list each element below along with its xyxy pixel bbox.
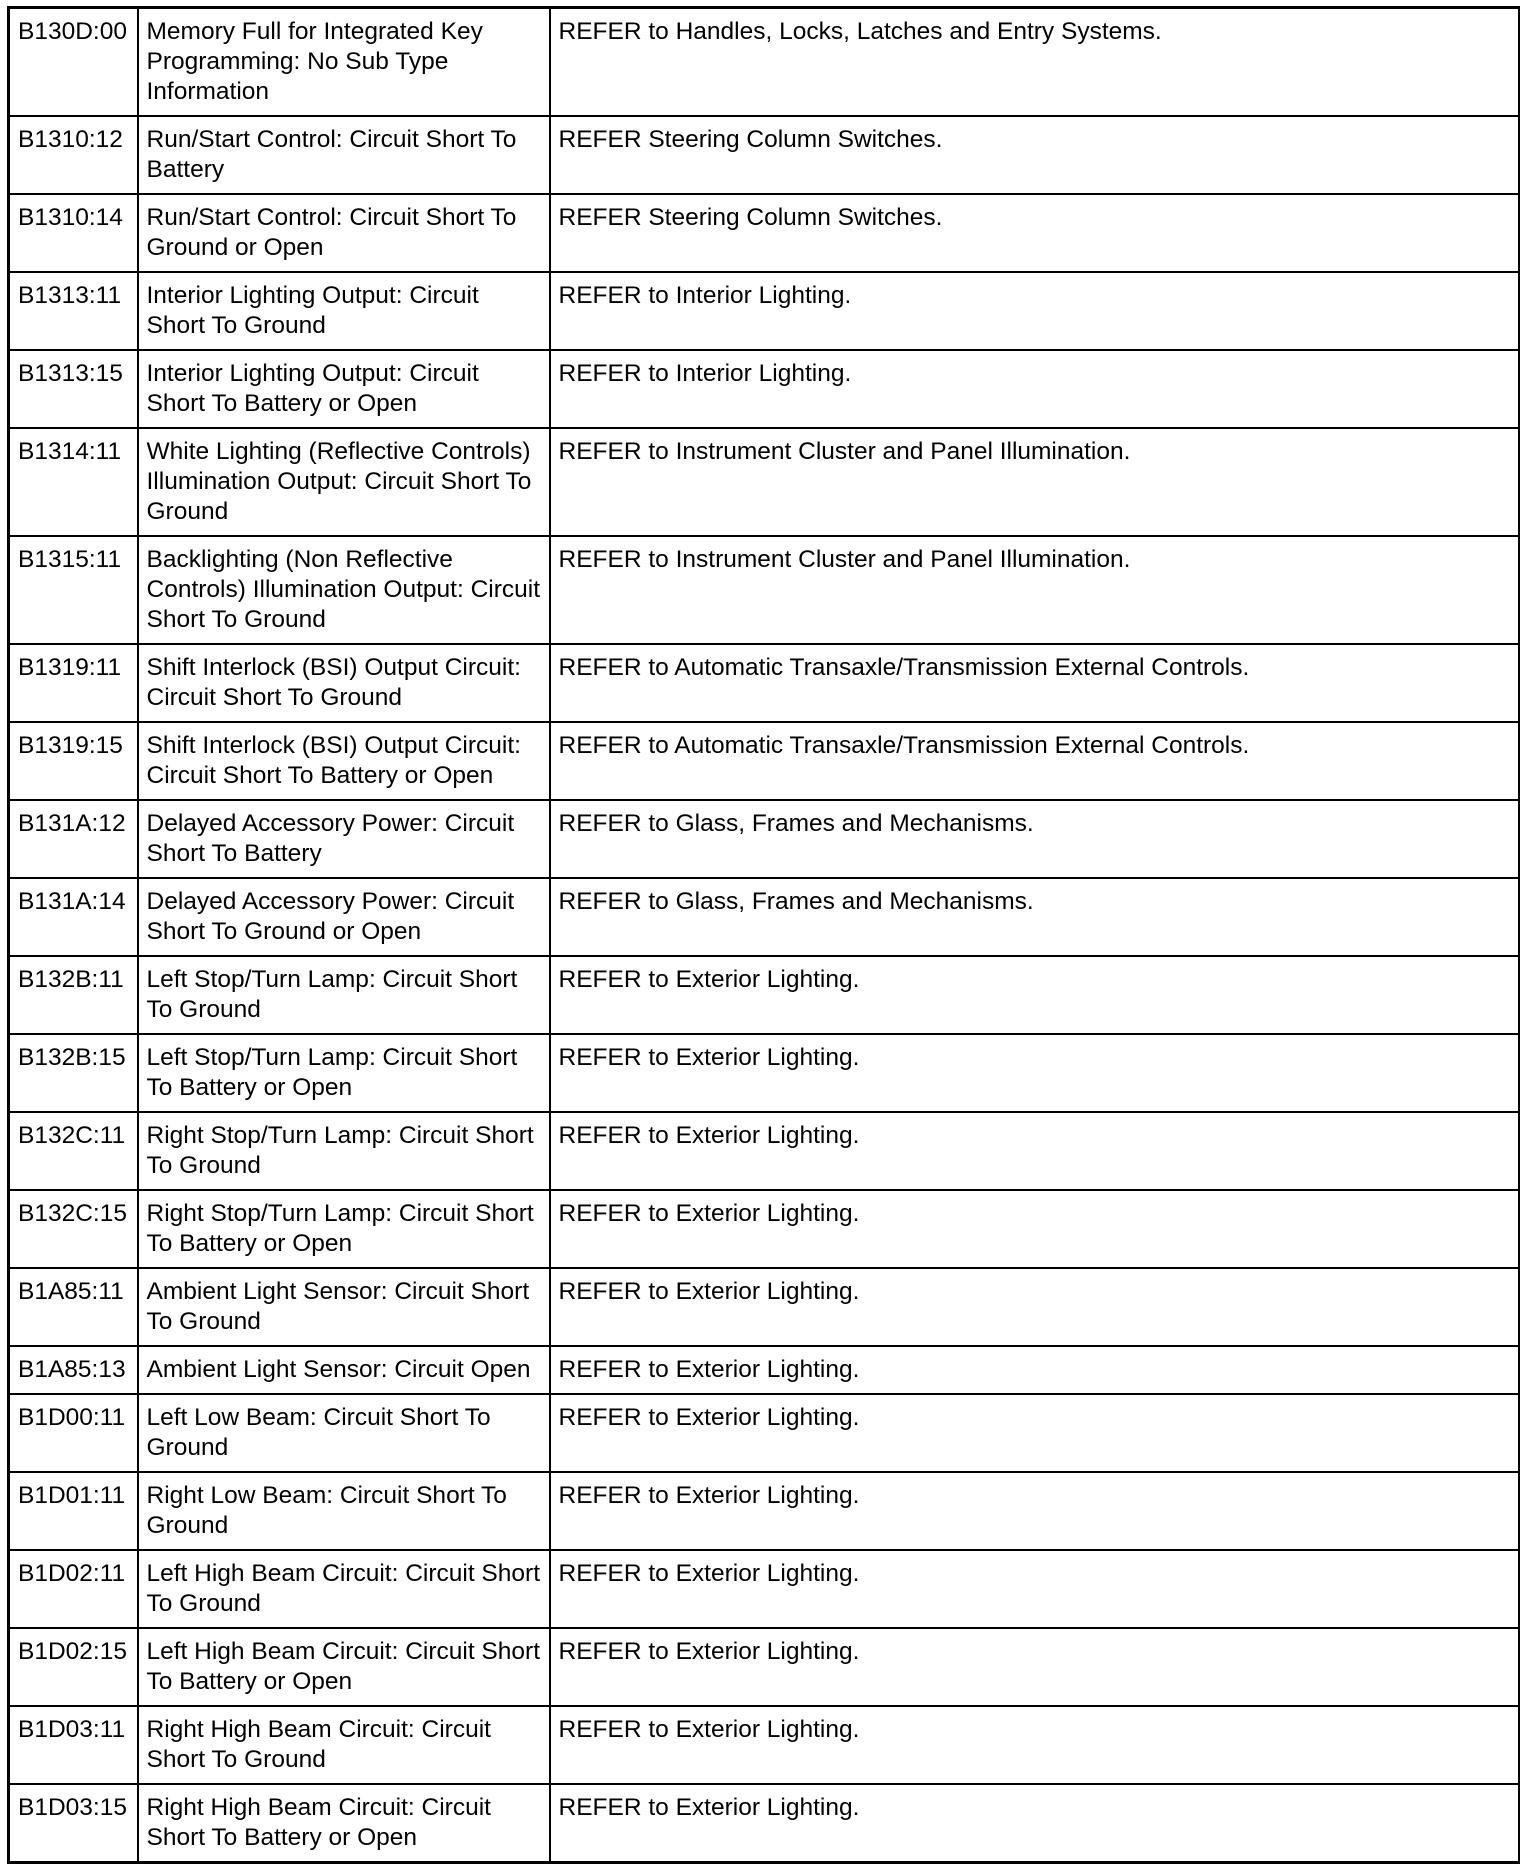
table-row [9, 1550, 1520, 1628]
dtc-code-cell: B1A85:13 [9, 1346, 138, 1394]
table-row [9, 1394, 1520, 1472]
dtc-description-cell: Shift Interlock (BSI) Output Circuit: Circuit Short To Ground [138, 644, 550, 722]
dtc-description-cell: Ambient Light Sensor: Circuit Short To Ground [138, 1268, 550, 1346]
dtc-description-cell: Left High Beam Circuit: Circuit Short To Ground [138, 1550, 550, 1628]
dtc-code-cell: B132B:11 [9, 956, 138, 1034]
table-row [9, 644, 1520, 722]
dtc-action-cell: REFER to Glass, Frames and Mechanisms. [550, 878, 1520, 956]
dtc-action-cell: REFER to Exterior Lighting. [550, 1034, 1520, 1112]
dtc-table [7, 6, 1520, 1864]
table-row [9, 1472, 1520, 1550]
dtc-action-cell: REFER to Exterior Lighting. [550, 1550, 1520, 1628]
table-row [9, 878, 1520, 956]
dtc-action-cell: REFER to Exterior Lighting. [550, 1394, 1520, 1472]
dtc-description-cell: Left Stop/Turn Lamp: Circuit Short To Ground [138, 956, 550, 1034]
table-row [9, 1112, 1520, 1190]
dtc-description-cell: Right Low Beam: Circuit Short To Ground [138, 1472, 550, 1550]
dtc-action-cell: REFER to Instrument Cluster and Panel Illumination. [550, 536, 1520, 644]
dtc-action-cell: REFER Steering Column Switches. [550, 194, 1520, 272]
table-row [9, 536, 1520, 644]
dtc-description-cell: Right High Beam Circuit: Circuit Short To Ground [138, 1706, 550, 1784]
dtc-action-cell: REFER to Handles, Locks, Latches and Entry Systems. [550, 8, 1520, 117]
table-row [9, 1034, 1520, 1112]
table-row [9, 1190, 1520, 1268]
dtc-action-cell: REFER to Automatic Transaxle/Transmission External Controls. [550, 722, 1520, 800]
table-row [9, 194, 1520, 272]
dtc-code-cell: B1D03:15 [9, 1784, 138, 1863]
dtc-action-cell: REFER to Interior Lighting. [550, 272, 1520, 350]
dtc-action-cell: REFER to Exterior Lighting. [550, 1112, 1520, 1190]
dtc-description-cell: Run/Start Control: Circuit Short To Battery [138, 116, 550, 194]
dtc-code-cell: B132B:15 [9, 1034, 138, 1112]
dtc-code-cell: B1314:11 [9, 428, 138, 536]
dtc-description-cell: Delayed Accessory Power: Circuit Short To Ground or Open [138, 878, 550, 956]
dtc-action-cell: REFER to Exterior Lighting. [550, 1472, 1520, 1550]
dtc-code-cell: B1310:12 [9, 116, 138, 194]
dtc-code-cell: B1D03:11 [9, 1706, 138, 1784]
table-row [9, 272, 1520, 350]
dtc-code-cell: B132C:11 [9, 1112, 138, 1190]
dtc-action-cell: REFER to Automatic Transaxle/Transmission External Controls. [550, 644, 1520, 722]
dtc-action-cell: REFER to Instrument Cluster and Panel Illumination. [550, 428, 1520, 536]
dtc-code-cell: B1310:14 [9, 194, 138, 272]
dtc-code-cell: B1315:11 [9, 536, 138, 644]
dtc-description-cell: Interior Lighting Output: Circuit Short To Ground [138, 272, 550, 350]
dtc-action-cell: REFER to Exterior Lighting. [550, 1190, 1520, 1268]
dtc-description-cell: Backlighting (Non Reflective Controls) Illumination Output: Circuit Short To Ground [138, 536, 550, 644]
dtc-description-cell: Left High Beam Circuit: Circuit Short To Battery or Open [138, 1628, 550, 1706]
table-row [9, 1784, 1520, 1863]
dtc-description-cell: Ambient Light Sensor: Circuit Open [138, 1346, 550, 1394]
dtc-description-cell: Memory Full for Integrated Key Programming: No Sub Type Information [138, 8, 550, 117]
dtc-description-cell: Left Low Beam: Circuit Short To Ground [138, 1394, 550, 1472]
table-row [9, 350, 1520, 428]
table-row [9, 116, 1520, 194]
table-row [9, 428, 1520, 536]
dtc-code-cell: B1313:15 [9, 350, 138, 428]
table-row [9, 8, 1520, 117]
dtc-code-cell: B1D02:15 [9, 1628, 138, 1706]
dtc-code-cell: B1D01:11 [9, 1472, 138, 1550]
table-row [9, 722, 1520, 800]
dtc-code-cell: B1A85:11 [9, 1268, 138, 1346]
table-row [9, 800, 1520, 878]
dtc-action-cell: REFER to Exterior Lighting. [550, 1706, 1520, 1784]
dtc-action-cell: REFER to Glass, Frames and Mechanisms. [550, 800, 1520, 878]
dtc-action-cell: REFER Steering Column Switches. [550, 116, 1520, 194]
dtc-code-cell: B1D02:11 [9, 1550, 138, 1628]
dtc-code-cell: B1319:15 [9, 722, 138, 800]
dtc-description-cell: Delayed Accessory Power: Circuit Short To Battery [138, 800, 550, 878]
dtc-description-cell: Interior Lighting Output: Circuit Short To Battery or Open [138, 350, 550, 428]
dtc-description-cell: Right Stop/Turn Lamp: Circuit Short To Battery or Open [138, 1190, 550, 1268]
dtc-action-cell: REFER to Interior Lighting. [550, 350, 1520, 428]
dtc-description-cell: Run/Start Control: Circuit Short To Ground or Open [138, 194, 550, 272]
table-row [9, 956, 1520, 1034]
dtc-description-cell: Shift Interlock (BSI) Output Circuit: Circuit Short To Battery or Open [138, 722, 550, 800]
dtc-code-cell: B131A:14 [9, 878, 138, 956]
table-row [9, 1628, 1520, 1706]
dtc-action-cell: REFER to Exterior Lighting. [550, 1268, 1520, 1346]
dtc-action-cell: REFER to Exterior Lighting. [550, 956, 1520, 1034]
dtc-action-cell: REFER to Exterior Lighting. [550, 1346, 1520, 1394]
dtc-code-cell: B130D:00 [9, 8, 138, 117]
dtc-code-cell: B132C:15 [9, 1190, 138, 1268]
table-row [9, 1346, 1520, 1394]
dtc-code-cell: B1319:11 [9, 644, 138, 722]
dtc-description-cell: Right Stop/Turn Lamp: Circuit Short To Ground [138, 1112, 550, 1190]
dtc-description-cell: White Lighting (Reflective Controls) Illumination Output: Circuit Short To Ground [138, 428, 550, 536]
dtc-description-cell: Right High Beam Circuit: Circuit Short To Battery or Open [138, 1784, 550, 1863]
dtc-code-cell: B131A:12 [9, 800, 138, 878]
dtc-description-cell: Left Stop/Turn Lamp: Circuit Short To Battery or Open [138, 1034, 550, 1112]
table-row [9, 1268, 1520, 1346]
dtc-action-cell: REFER to Exterior Lighting. [550, 1784, 1520, 1863]
dtc-code-cell: B1313:11 [9, 272, 138, 350]
dtc-action-cell: REFER to Exterior Lighting. [550, 1628, 1520, 1706]
dtc-code-cell: B1D00:11 [9, 1394, 138, 1472]
table-row [9, 1706, 1520, 1784]
